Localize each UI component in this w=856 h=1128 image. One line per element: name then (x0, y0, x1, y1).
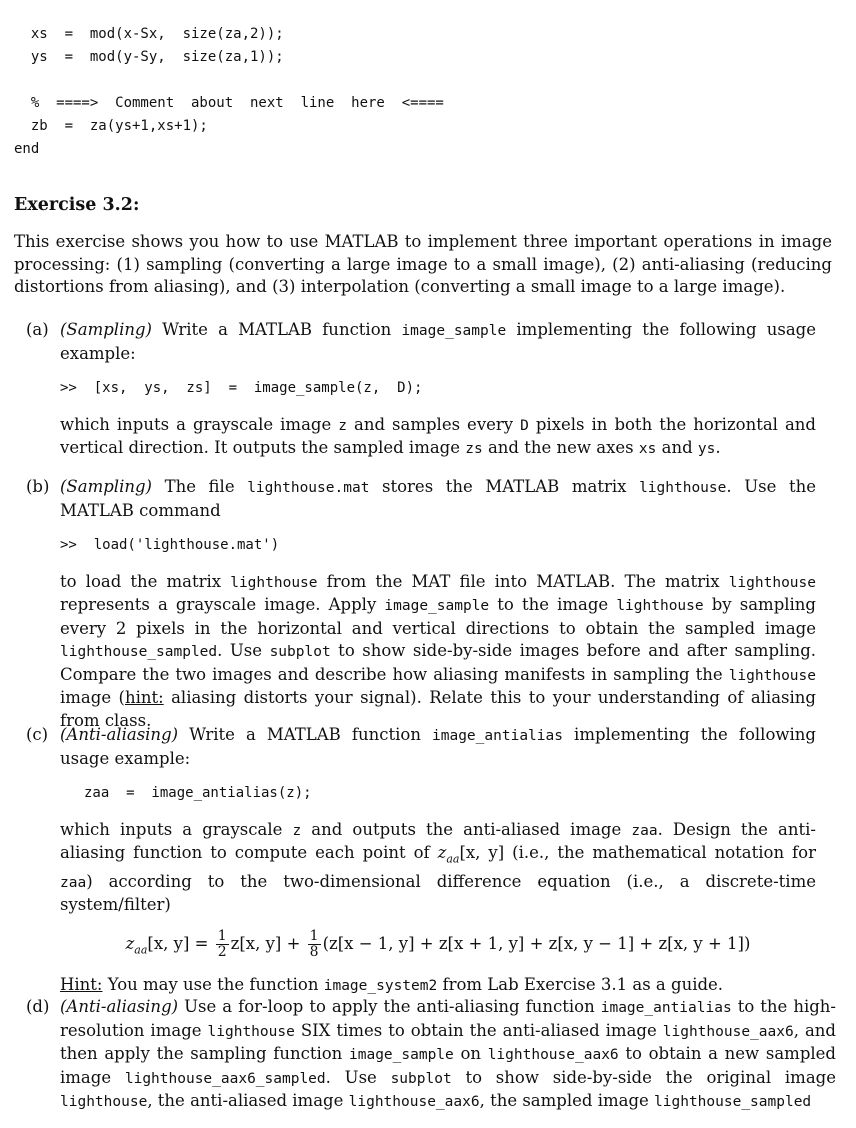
usage-example-code: zaa = image_antialias(z); (84, 785, 312, 801)
item-b-text: (Sampling) The file lighthouse.mat stores the MATLAB matrix lighthouse. Use the MATLAB command (60, 477, 816, 520)
item-c (26, 724, 816, 997)
code-line: xs = mod(x-Sx, size(za,2)); (14, 26, 284, 42)
item-c-description: which inputs a grayscale z and outputs the anti-aliased image zaa. Design the anti-aliasing function to compute each point of $z_{aa}[x$, y] (i.e., the mathematical notation for zaa) according to the two-dimensional difference equation (i.e., a discrete-time system/filter) (60, 819, 816, 915)
load-command-code: >> load('lighthouse.mat') (60, 537, 280, 553)
item-label: (a) (26, 320, 49, 339)
item-c-hint: Hint: You may use the function image_system2 from Lab Exercise 3.1 as a guide. (60, 974, 724, 994)
item-a (26, 319, 816, 461)
item-b-description: to load the matrix lighthouse from the MAT file into MATLAB. The matrix lighthouse represents a grayscale image. Apply image_sample to the image lighthouse by sampling every 2 pixels in the horizontal and vertical directions to obtain the sampled image lighthouse_sampled. Use subplot to show side-by-side images before and after sampling. Compare the two images and describe how aliasing manifests in sampling the lighthouse image (hint: aliasing distorts your signal). Relate this to your understanding of aliasing from class. (60, 571, 817, 730)
code-line (14, 69, 444, 92)
code-end-line: end (14, 141, 40, 157)
code-line: ys = mod(y-Sy, size(za,1)); (14, 49, 284, 65)
item-label: (c) (26, 725, 49, 744)
code-comment-line: % ====> Comment about next line here <==== (14, 95, 444, 111)
item-d-text: (Anti-aliasing) Use a for-loop to apply the anti-aliasing function image_antialias to the high-resolution image lighthouse SIX times to obtain the anti-aliased image lighthouse_aax6, and then apply the sampling function image_sample on lighthouse_aax6 to obtain a new sampled image lighthouse_aax6_sampled. Use subplot to show side-by-side the original image lighthouse, the anti-aliased image lighthouse_aax6, the sampled image lighthouse_sampled (60, 997, 836, 1110)
item-d (26, 996, 836, 1114)
item-a-text: (Sampling) Write a MATLAB function image_sample implementing the following usage example: (60, 320, 816, 363)
item-c-text: (Anti-aliasing) Write a MATLAB function image_antialias implementing the following usage example: (60, 725, 816, 768)
code-snippet-top (14, 23, 444, 161)
difference-equation: $z_{aa}[x$, y] = $\frac{1}{2}$ z[x, y] + $\frac{1}{8}$ (z[x − 1, y] + z[x + 1, y] + z[x, y − 1] + z[x, y + 1]) (125, 927, 751, 960)
item-b (26, 476, 816, 732)
exercise-intro: This exercise shows you how to use MATLAB to implement three important operations in image processing: (1) sampling (converting a large image to a small image), (2) anti-aliasing (reducing distortions from aliasing), and (3) interpolation (converting a small image to a large image). (14, 232, 832, 296)
item-label: (d) (26, 997, 50, 1016)
exercise-heading: Exercise 3.2: (14, 195, 140, 215)
usage-example-code: >> [xs, ys, zs] = image_sample(z, D); (60, 380, 423, 396)
item-label: (b) (26, 477, 50, 496)
item-a-description: which inputs a grayscale image z and samples every D pixels in both the horizontal and vertical direction. It outputs the sampled image zs and the new axes xs and ys. (60, 414, 816, 457)
code-line: zb = za(ys+1,xs+1); (14, 118, 208, 134)
